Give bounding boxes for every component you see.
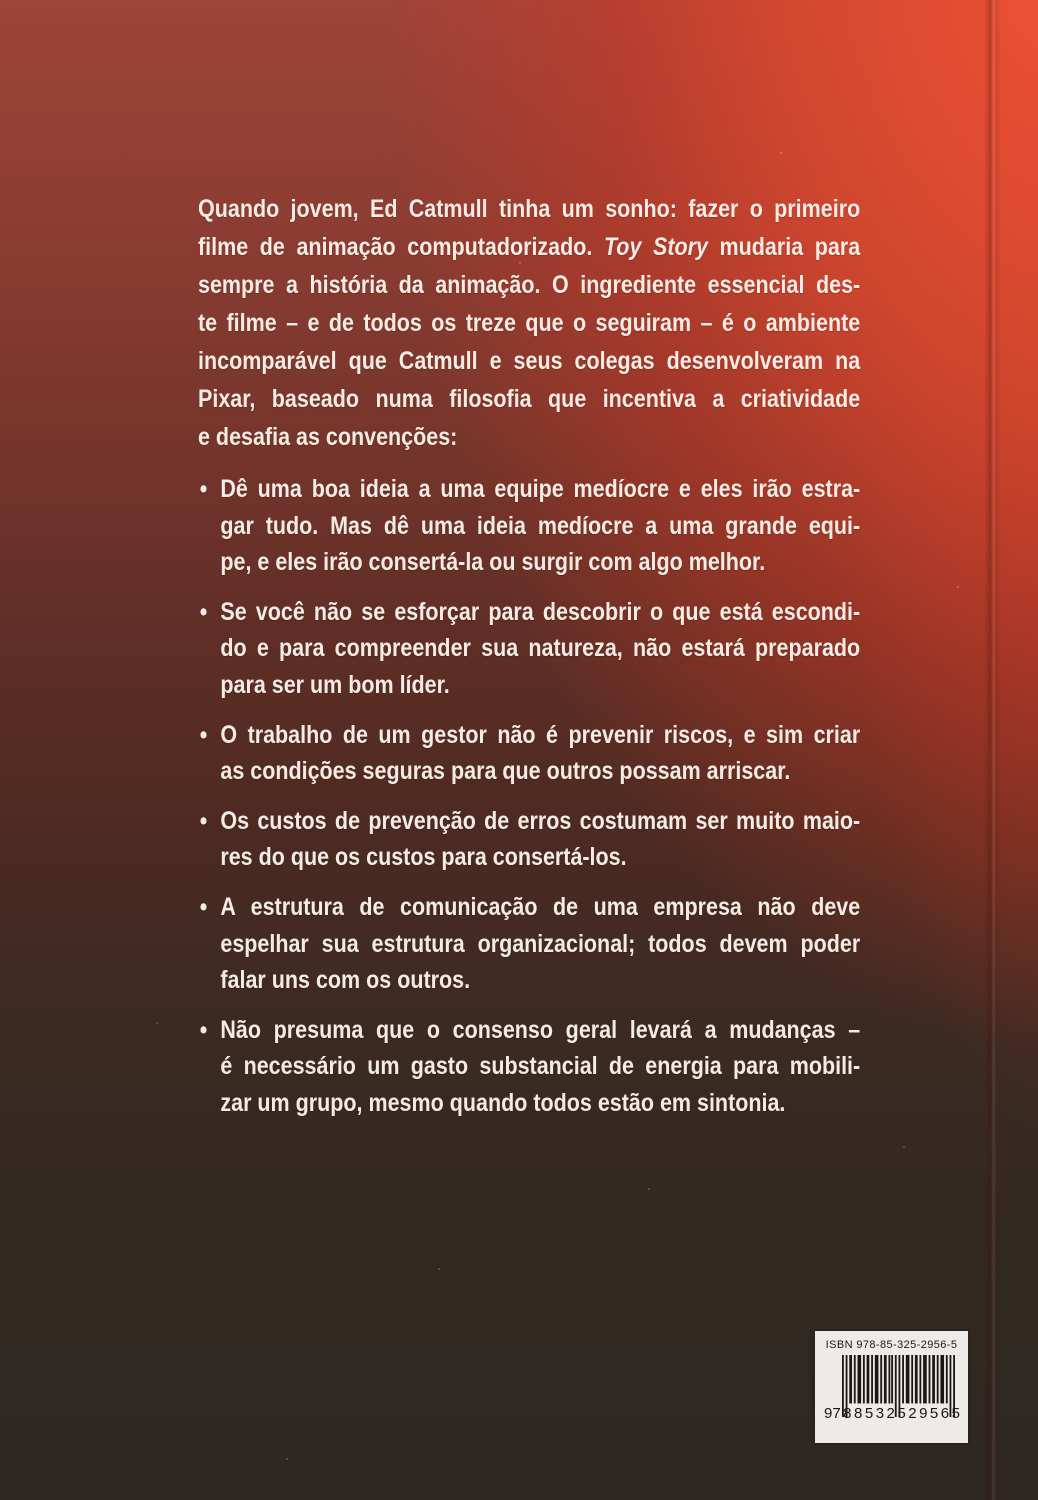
text-line: O trabalho de um gestor não é prevenir riscos, e sim criar <box>220 720 861 749</box>
text-line: Pixar, baseado numa filosofia que incentiva a criatividade <box>198 385 861 413</box>
text-line: para ser um bom líder. <box>220 670 450 699</box>
text-line: é necessário um gasto substancial de energia para mobili- <box>220 1052 861 1081</box>
blurb-text-column <box>198 190 860 1135</box>
text-line: Os custos de prevenção de erros costumam ser muito maio- <box>220 806 861 835</box>
text-line: zar um grupo, mesmo quando todos estão em sintonia. <box>220 1088 786 1117</box>
isbn-label: ISBN 978-85-325-2956-5 <box>825 1339 958 1351</box>
bullet-text <box>220 889 860 999</box>
text-line: Não presuma que o consenso geral levará a mudanças – <box>220 1015 861 1044</box>
bullet-dot: • <box>199 597 208 626</box>
text-line: Dê uma boa ideia a uma equipe medíocre e eles irão estra- <box>220 475 861 503</box>
text-line: A estrutura de comunicação de uma empresa não deve <box>220 892 861 921</box>
text-line: incomparável que Catmull e seus colegas desenvolveram na <box>198 347 861 375</box>
bullet-item <box>198 717 860 790</box>
text-line <box>198 228 860 266</box>
bullet-text <box>220 717 860 790</box>
bullet-text <box>220 1012 860 1122</box>
isbn-barcode <box>815 1331 968 1443</box>
text-segment: mudaria para <box>707 233 861 261</box>
bullet-item <box>198 889 860 999</box>
toy-story-italic: Toy Story <box>603 233 708 261</box>
text-line: te filme – e de todos os treze que o seguiram – é o ambiente <box>198 309 861 337</box>
barcode-digit-group: 788532 <box>832 1405 898 1422</box>
text-line: sempre a história da animação. O ingrediente essencial des- <box>198 271 861 299</box>
bullet-dot: • <box>199 1015 208 1044</box>
barcode-digit-group: 529565 <box>897 1405 963 1422</box>
bullet-dot: • <box>199 806 208 835</box>
text-line: as condições seguras para que outros possam arriscar. <box>220 757 791 786</box>
cover-hinge-crease <box>984 0 1000 1500</box>
text-line: falar uns com os outros. <box>220 966 471 995</box>
bullet-item <box>198 471 860 581</box>
bullet-dot: • <box>199 892 208 921</box>
barcode-digits <box>824 1405 963 1422</box>
bullet-dot: • <box>199 475 208 503</box>
text-line: do e para compreender sua natureza, não estará preparado <box>220 634 861 663</box>
bullet-text <box>220 471 860 581</box>
intro-paragraph <box>198 190 860 456</box>
barcode-digit-lead: 9 <box>824 1405 833 1422</box>
text-line: e desafia as convenções: <box>198 423 458 451</box>
text-line: res do que os custos para consertá-los. <box>220 843 627 872</box>
text-line: espelhar sua estrutura organizacional; todos devem poder <box>220 929 861 958</box>
text-line: Se você não se esforçar para descobrir o que está escondi- <box>220 597 861 626</box>
bullet-text <box>220 803 860 876</box>
bullet-item <box>198 594 860 704</box>
text-line: gar tudo. Mas dê uma ideia medíocre a uma grande equi- <box>220 511 861 540</box>
bullet-item <box>198 1012 860 1122</box>
text-line: pe, e eles irão consertá-la ou surgir com algo melhor. <box>220 548 766 577</box>
text-line: Quando jovem, Ed Catmull tinha um sonho: fazer o primeiro <box>198 195 861 223</box>
dust-specks <box>0 0 2 2</box>
bullet-text <box>220 594 860 704</box>
bullet-item <box>198 803 860 876</box>
text-segment: filme de animação computadorizado. <box>198 233 604 261</box>
bullet-dot: • <box>199 720 208 749</box>
